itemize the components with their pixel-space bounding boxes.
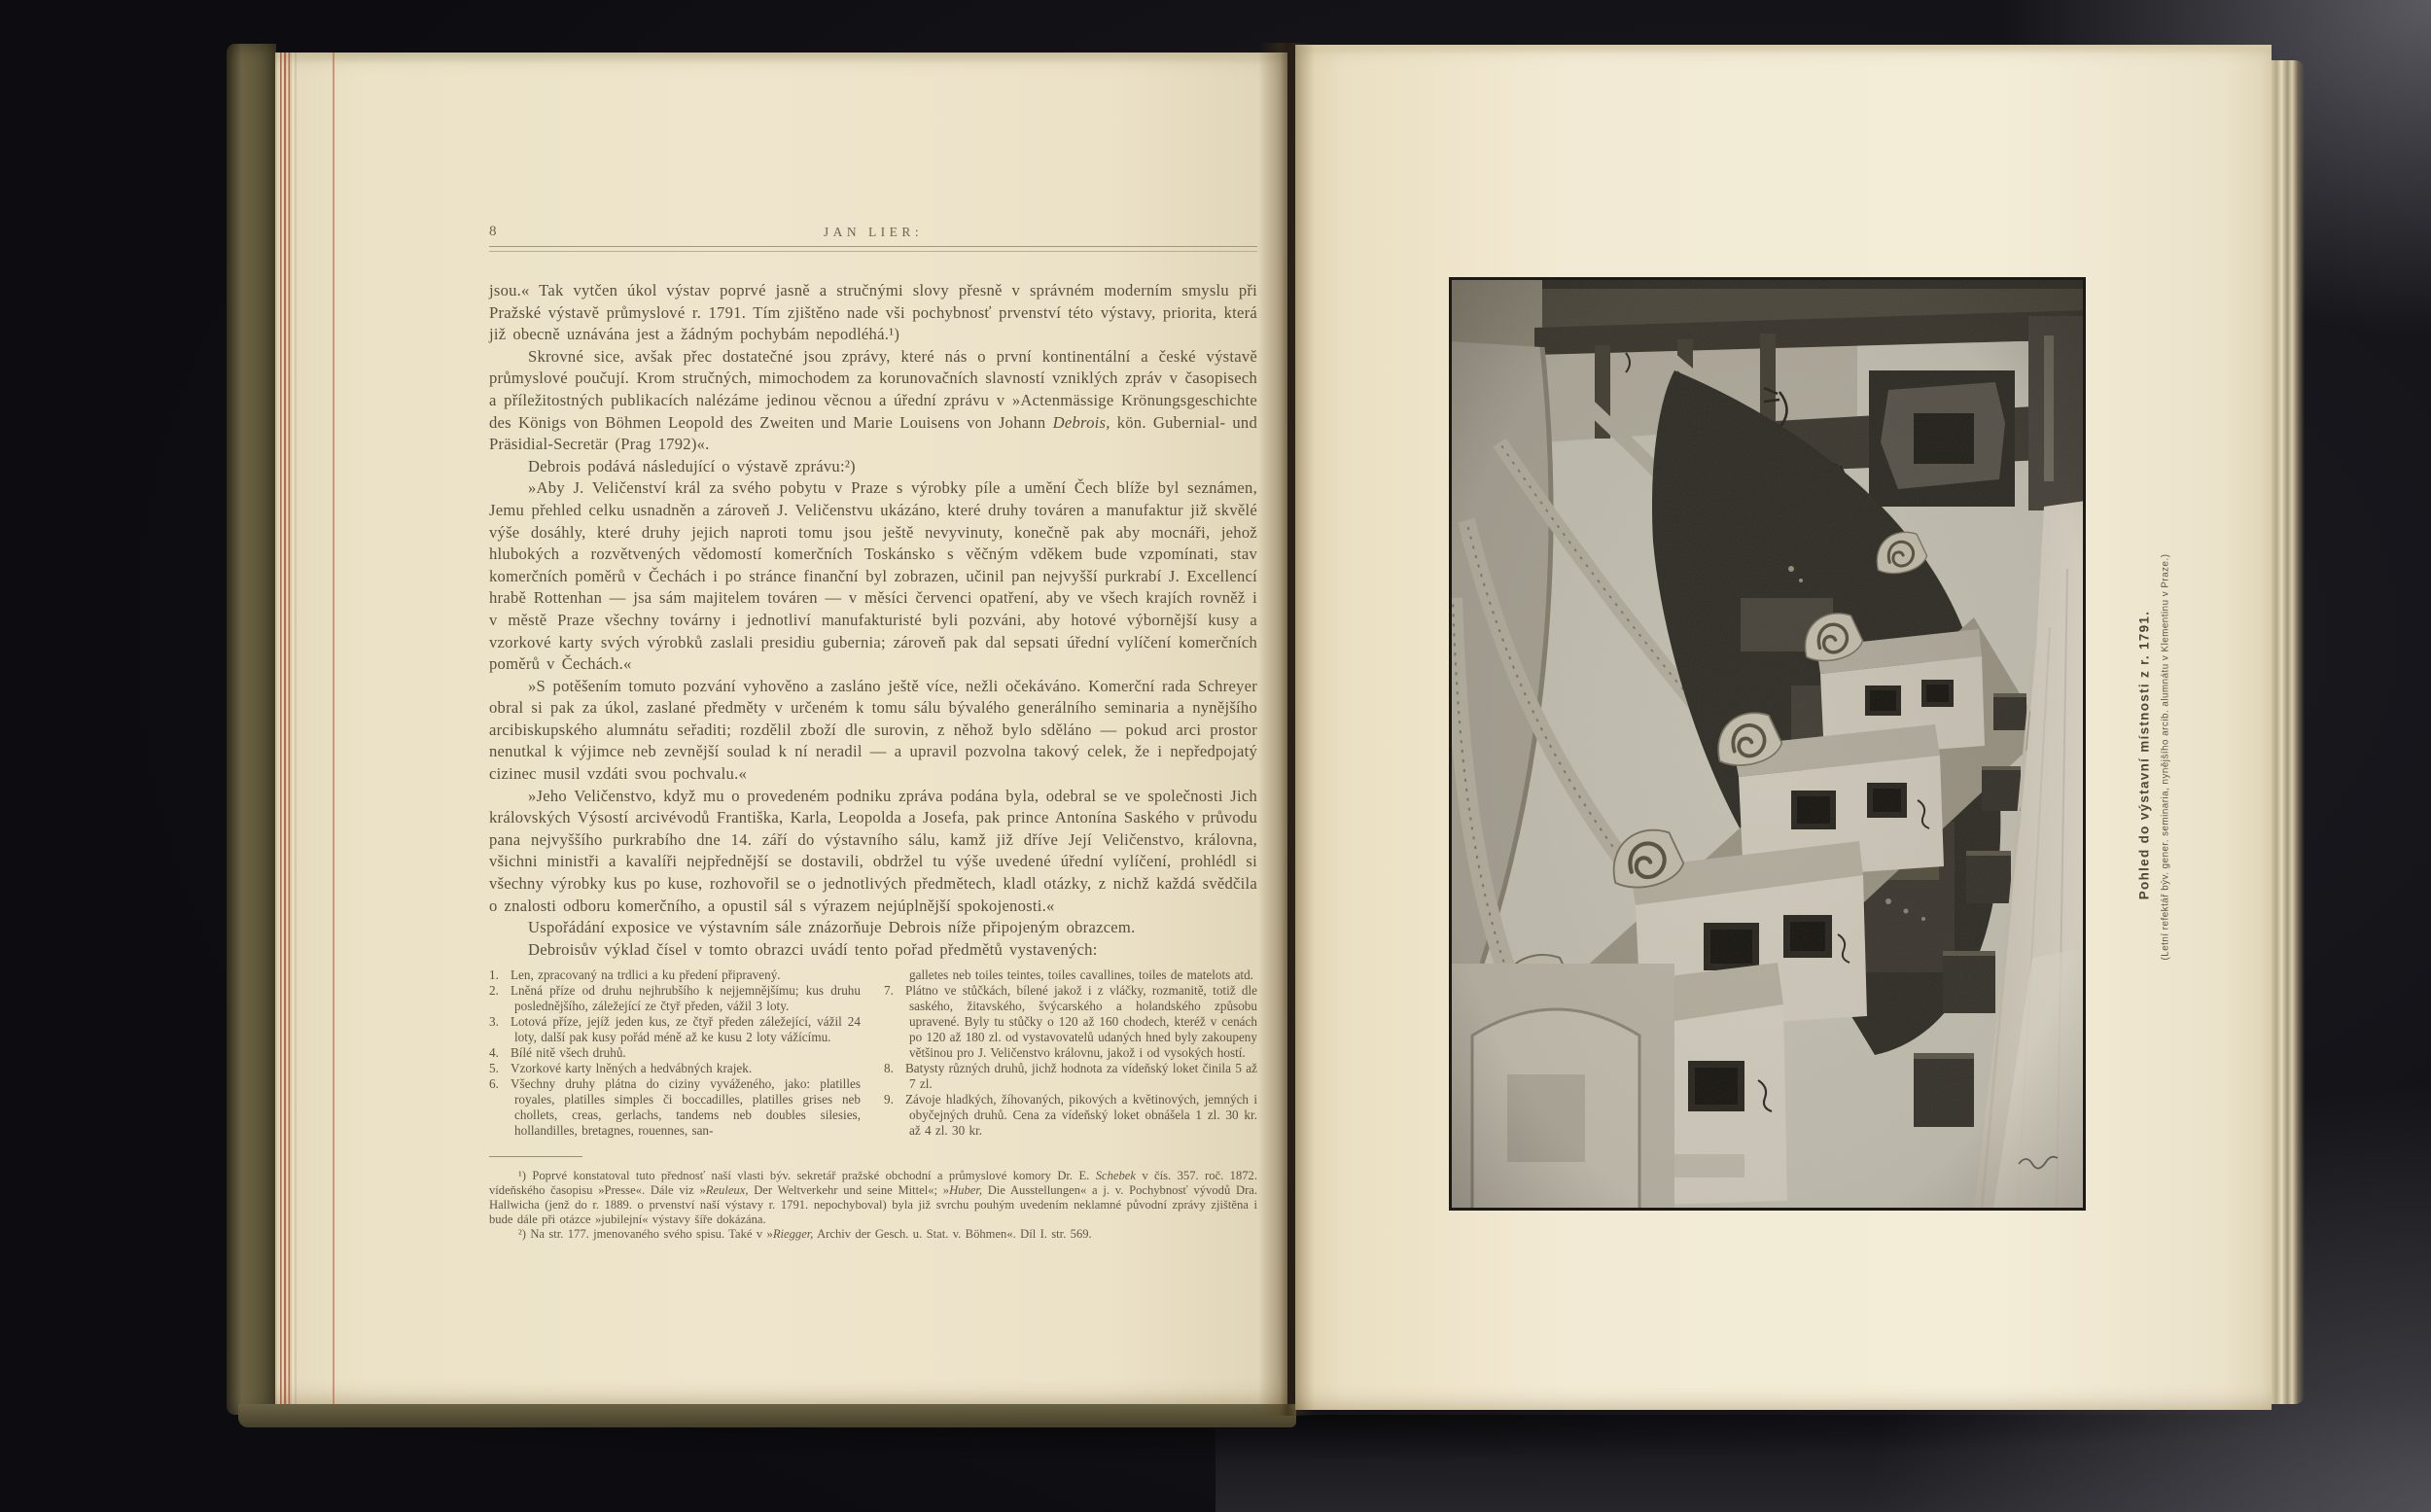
footnote: ²) Na str. 177. jmenovaného svého spisu. Také v »Riegger, Archiv der Gesch. u. Stat. v. Böhmen«. Díl I. str. 569. — [518, 1226, 1092, 1241]
red-edge-lines — [280, 53, 290, 1404]
book-cover-left-edge — [227, 44, 276, 1415]
list-item: 3. Lotová příze, jejíž jeden kus, ze čtyř předen záležející, vážil 24 loty, další pak kusy pořád méně až ke kusu 2 loty vážícímu. — [489, 1014, 861, 1045]
book-cover-bottom-edge — [238, 1404, 1296, 1427]
paragraph: Debroisův výklad čísel v tomto obrazci uvádí tento pořad předmětů vystavených: — [528, 939, 1098, 959]
list-item: 4. Bílé nitě všech druhů. — [489, 1045, 626, 1061]
page-top-edge — [275, 53, 1287, 64]
backdrop-cloth-bottom — [1216, 1395, 2431, 1512]
page-top-edge — [1295, 45, 2272, 54]
plate-caption-title: Pohled do výstavní místnosti z r. 1791. — [2136, 610, 2152, 899]
list-item: 8. Batysty různých druhů, jichž hodnota za vídeňský loket činila 5 až 7 zl. — [884, 1061, 1257, 1092]
left-page — [275, 53, 1287, 1404]
list-item-continuation: galletes neb toiles teintes, toiles cavallines, toiles de matelots atd. — [909, 967, 1253, 983]
footnotes — [489, 1169, 1257, 1241]
list-item: 7. Plátno ve stůčkách, bílené jakož i z vláčky, rozmanitě, totiž dle saského, žitavského, švýcarského a holandského způsobu upravené. Byly tu stůčky o 120 až 160 chodech, kteréž v cenách po 120 až 180 zl. od vystavovatelů udaných hned byly zakoupeny většinou pro J. Veličenstvo královnu, jakož i od vysokých hostí. — [884, 983, 1257, 1061]
paragraph: Skrovné sice, avšak přec dostatečné jsou zprávy, které nás o první kontinentální a české výstavě průmyslové poučují. Krom stručných, mimochodem za korunovačních slavností vzniklých zpráv v časopisech a příležitostných publikacích nalézáme jedinou věcnou a úřední zprávu v »Actenmässige Krönungsgeschichte des Königs von Böhmen Leopold des Zweiten und Marie Louisens von Johann Debrois, kön. Gubernial- und Präsidial-Secretär (Prag 1792)«. — [489, 346, 1257, 454]
list-item: 5. Vzorkové karty lněných a hedvábných krajek. — [489, 1061, 753, 1076]
paragraph: jsou.« Tak vytčen úkol výstav poprvé jasně a stručnými slovy přesně v správném moderním smyslu při Pražské výstavě průmyslové r. 1791. Tím zjištěno nade vši pochybnosť prvenství této výstavy, priorita, která již obecně uznávána jest a žádným pochybám nepodléhá.¹) — [489, 281, 1257, 344]
footnote: ¹) Poprvé konstatoval tuto přednosť naší vlasti býv. sekretář pražské obchodní a průmyslové komory Dr. E. Schebek v čís. 357. roč. 1872. vídeňského časopisu »Presse«. Dále viz »Reuleux, Der Weltverkehr und seine Mittel«; »Huber, Die Ausstellungen« a j. v. Pochybnosť vývodů Dra. Hallwicha (jenž do r. 1889. o prvenství naší výstavy r. 1791. nepochyboval) byla již svrchu pouhým uvedením neklamné původní zprávy zjištěna i bude dále při otázce »jubilejní« výstavy šíře dokázána. — [489, 1169, 1257, 1226]
red-edge-line — [333, 53, 335, 1404]
list-item: 6. Všechny druhy plátna do ciziny vyváženého, jako: platilles royales, platilles simples či boccadilles, platilles grises neb chollets, creas, gerlachs, tandems neb doubles silesies, hollandilles, bretagnes, rouennes, san- — [489, 1076, 861, 1139]
list-item: 2. Lněná příze od druhu nejhrubšího k nejjemnějšímu; kus druhu poslednějšího, záležející ze čtyř předen, vážil 3 loty. — [489, 983, 861, 1014]
plate-photo-exhibition-hall — [1449, 277, 2086, 1211]
text-column — [489, 280, 1257, 1241]
header-rule — [489, 246, 1257, 252]
footnote-rule — [489, 1156, 582, 1157]
paragraph: »S potěšením tomuto pozvání vyhověno a zasláno ještě více, nežli očekáváno. Komerční rada Schreyer obral si pak za úkol, zaslané předměty v určeném k tomu sálu bývalého generálního seminaria a nynějšího arcibiskupského alumnátu seřaditi; rozdělil zboží dle surovin, z něhož bylo sděláno — pokud arci prostor nenutkal k výjimce neb zevnější soulad k ní neradil — a upravil pozvolna takový celek, že i nepředpojatý cizinec musil vzdáti svou pochvalu.« — [489, 676, 1257, 784]
right-page — [1295, 45, 2272, 1410]
list-column-right — [884, 967, 1257, 1139]
stacked-page-edges-right — [2272, 60, 2305, 1404]
list-column-left — [489, 967, 861, 1139]
plate-caption-subtitle: (Letní refektář býv. gener. seminaria, nynějšího arcib. alumnátu v Klementinu v Praze.) — [2160, 553, 2171, 960]
book-gutter-shadow — [1258, 43, 1315, 1416]
list-item: 1. Len, zpracovaný na trdlici a ku předení připravený. — [489, 967, 781, 983]
numbered-exhibit-list — [489, 967, 1257, 1139]
list-item: 9. Závoje hladkých, žíhovaných, pikových a květinových, jemných i obyčejných druhů. Cena za vídeňský loket obnášela 1 zl. 30 kr. až 4 zl. 30 kr. — [884, 1092, 1257, 1139]
running-title: JAN LIER: — [823, 225, 924, 239]
paragraph: »Aby J. Veličenství král za svého pobytu v Praze s výrobky píle a umění Čech blíže byl seznámen, Jemu přehled celku usnadněn a zároveň J. Veličenstvu ukázáno, které druhy továren a manufaktur již skvělé výše dosáhly, které druhy jejich naproti tomu jsou ještě nevyvinuty, konečně pak aby mocnáři, jehož hlubokých a rozvětvených vědomostí komerčních Toskánsko s věčným vděkem bude vzpomínati, stav komerčních poměrů v Čechách i po stránce finanční byl zobrazen, učinil pan nejvyšší purkrabí J. Excellencí hrabě Rottenhan — jsa sám majitelem továren — v měsíci červenci opatření, aby ve všech krajích rovněž i v městě Praze všechny továrny i jednotliví manufakturisté byli pozváni, aby hotové výbornější kusy a vzorkové karty svých výrobků zaslali presidiu gubernia; zároveň pak dal sepsati úřední vylíčení komerčních poměrů v Čechách.« — [489, 478, 1257, 674]
paragraph: Debrois podává následující o výstavě zprávu:²) — [528, 456, 856, 475]
page-number: 8 — [489, 224, 498, 239]
paragraph: »Jeho Veličenstvo, když mu o provedeném podniku zpráva podána byla, odebral se ve společnosti Jich královských Výsostí arcivévodů Františka, Karla, Leopolda a Josefa, pak prince Antonína Saského v průvodu pana nejvyššího purkrabího dne 14. září do výstavního sálu, kamž již dříve Její Veličenstvo, královna, všichni ministři a kavalíři nejpřednější se dostavili, obdržel tu výše uvedené úřední vylíčení, prohlédl si všechny výrobky kus po kuse, rozhovořil se o jednotlivých předmětech, kladl otázky, z nichž každá svědčila o znalosti odboru komerčního, a opustil sál s výrazem nejúplnější spokojenosti.« — [489, 786, 1257, 915]
paragraph: Uspořádání exposice ve výstavním sále znázorňuje Debrois níže připojeným obrazcem. — [528, 918, 1136, 937]
